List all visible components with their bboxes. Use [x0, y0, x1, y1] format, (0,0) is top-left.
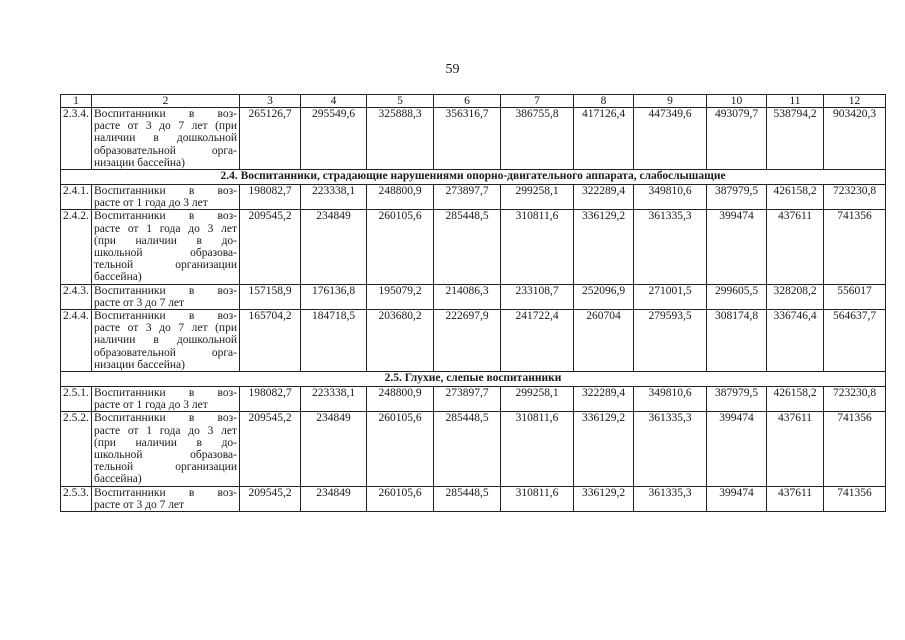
value-cell: 273897,7: [434, 185, 501, 210]
value-cell: 299258,1: [501, 387, 574, 412]
value-cell: 248800,9: [367, 185, 434, 210]
row-code: 2.5.2.: [61, 412, 92, 486]
value-cell: 349810,6: [634, 387, 707, 412]
column-header: 8: [574, 95, 634, 108]
value-cell: 209545,2: [240, 210, 301, 284]
value-cell: 157158,9: [240, 284, 301, 309]
description-line: наличии в дошкольной: [94, 132, 237, 145]
value-cell: 328208,2: [767, 284, 824, 309]
row-description: [92, 108, 240, 170]
value-cell: 299605,5: [707, 284, 767, 309]
value-cell: 336129,2: [574, 412, 634, 486]
row-description: [92, 185, 240, 210]
value-cell: 336746,4: [767, 310, 824, 372]
row-description: [92, 486, 240, 511]
row-code: 2.5.3.: [61, 486, 92, 511]
row-description: [92, 412, 240, 486]
value-cell: 361335,3: [634, 486, 707, 511]
description-line: расте от 3 до 7 лет (при: [94, 322, 237, 335]
row-code: 2.4.2.: [61, 210, 92, 284]
table-body: [61, 95, 886, 512]
value-cell: 741356: [824, 412, 886, 486]
value-cell: 336129,2: [574, 210, 634, 284]
column-header: 6: [434, 95, 501, 108]
value-cell: 399474: [707, 210, 767, 284]
description-line: Воспитанники в воз-: [94, 387, 237, 400]
description-line: Воспитанники в воз-: [94, 310, 237, 323]
value-cell: 165704,2: [240, 310, 301, 372]
description-line: расте от 1 года до 3 лет: [94, 399, 208, 412]
value-cell: 223338,1: [301, 387, 367, 412]
description-line: Воспитанники в воз-: [94, 210, 237, 223]
description-line: бассейна): [94, 271, 142, 284]
description-line: расте от 1 года до 3 лет: [94, 197, 208, 210]
value-cell: 233108,7: [501, 284, 574, 309]
value-cell: 336129,2: [574, 486, 634, 511]
description-line: образовательной орга-: [94, 346, 237, 359]
row-code: 2.4.1.: [61, 185, 92, 210]
table-row: [61, 284, 886, 309]
column-header: 1: [61, 95, 92, 108]
value-cell: 285448,5: [434, 412, 501, 486]
value-cell: 222697,9: [434, 310, 501, 372]
row-code: 2.4.3.: [61, 284, 92, 309]
value-cell: 322289,4: [574, 185, 634, 210]
value-cell: 361335,3: [634, 210, 707, 284]
value-cell: 265126,7: [240, 108, 301, 170]
value-cell: 299258,1: [501, 185, 574, 210]
page-number: 59: [445, 62, 460, 77]
table-row: [61, 108, 886, 170]
description-line: расте от 3 до 7 лет: [94, 296, 185, 309]
value-cell: 214086,3: [434, 284, 501, 309]
value-cell: 198082,7: [240, 387, 301, 412]
value-cell: 322289,4: [574, 387, 634, 412]
column-header: 11: [767, 95, 824, 108]
value-cell: 723230,8: [824, 185, 886, 210]
value-cell: 234849: [301, 210, 367, 284]
column-header: 3: [240, 95, 301, 108]
section-title: 2.4. Воспитанники, страдающие нарушениями опорно-двигательного аппарата, слабослышащие: [61, 170, 886, 185]
column-header: 9: [634, 95, 707, 108]
value-cell: 234849: [301, 412, 367, 486]
value-cell: 399474: [707, 486, 767, 511]
value-cell: 184718,5: [301, 310, 367, 372]
value-cell: 273897,7: [434, 387, 501, 412]
value-cell: 437611: [767, 486, 824, 511]
table-row: [61, 210, 886, 284]
value-cell: 260704: [574, 310, 634, 372]
value-cell: 447349,6: [634, 108, 707, 170]
column-header: 4: [301, 95, 367, 108]
value-cell: 356316,7: [434, 108, 501, 170]
description-line: (при наличии в до-: [94, 436, 237, 449]
description-line: наличии в дошкольной: [94, 334, 237, 347]
value-cell: 325888,3: [367, 108, 434, 170]
value-cell: 387979,5: [707, 387, 767, 412]
row-code: 2.4.4.: [61, 310, 92, 372]
description-line: тельной организации: [94, 259, 237, 272]
section-title: 2.5. Глухие, слепые воспитанники: [61, 372, 886, 387]
value-cell: 241722,4: [501, 310, 574, 372]
value-cell: 252096,9: [574, 284, 634, 309]
description-line: бассейна): [94, 473, 142, 486]
table-row: [61, 185, 886, 210]
description-line: Воспитанники в воз-: [94, 185, 237, 198]
value-cell: 209545,2: [240, 486, 301, 511]
value-cell: 426158,2: [767, 185, 824, 210]
description-line: школьной образова-: [94, 449, 237, 462]
value-cell: 386755,8: [501, 108, 574, 170]
row-code: 2.3.4.: [61, 108, 92, 170]
value-cell: 399474: [707, 412, 767, 486]
value-cell: 556017: [824, 284, 886, 309]
value-cell: 349810,6: [634, 185, 707, 210]
value-cell: 741356: [824, 210, 886, 284]
row-code: 2.5.1.: [61, 387, 92, 412]
value-cell: 903420,3: [824, 108, 886, 170]
value-cell: 437611: [767, 412, 824, 486]
description-line: Воспитанники в воз-: [94, 284, 237, 297]
value-cell: 564637,7: [824, 310, 886, 372]
value-cell: 176136,8: [301, 284, 367, 309]
section-row: [61, 170, 886, 185]
value-cell: 723230,8: [824, 387, 886, 412]
value-cell: 361335,3: [634, 412, 707, 486]
value-cell: 260105,6: [367, 486, 434, 511]
value-cell: 285448,5: [434, 486, 501, 511]
column-header: 2: [92, 95, 240, 108]
row-description: [92, 387, 240, 412]
description-line: расте от 3 до 7 лет (при: [94, 120, 237, 133]
table-row: [61, 412, 886, 486]
value-cell: 493079,7: [707, 108, 767, 170]
value-cell: 310811,6: [501, 412, 574, 486]
column-header: 5: [367, 95, 434, 108]
table-row: [61, 486, 886, 511]
value-cell: 198082,7: [240, 185, 301, 210]
description-line: низации бассейна): [94, 156, 185, 169]
description-line: (при наличии в до-: [94, 234, 237, 247]
value-cell: 538794,2: [767, 108, 824, 170]
row-description: [92, 210, 240, 284]
description-line: тельной организации: [94, 461, 237, 474]
value-cell: 234849: [301, 486, 367, 511]
table-row: [61, 387, 886, 412]
value-cell: 285448,5: [434, 210, 501, 284]
description-line: Воспитанники в воз-: [94, 412, 237, 425]
value-cell: 203680,2: [367, 310, 434, 372]
value-cell: 741356: [824, 486, 886, 511]
value-cell: 308174,8: [707, 310, 767, 372]
value-cell: 260105,6: [367, 210, 434, 284]
value-cell: 426158,2: [767, 387, 824, 412]
value-cell: 223338,1: [301, 185, 367, 210]
column-header: 7: [501, 95, 574, 108]
description-line: Воспитанники в воз-: [94, 486, 237, 499]
column-header-row: [61, 95, 886, 108]
value-cell: 295549,6: [301, 108, 367, 170]
table-row: [61, 310, 886, 372]
value-cell: 279593,5: [634, 310, 707, 372]
description-line: образовательной орга-: [94, 144, 237, 157]
value-cell: 437611: [767, 210, 824, 284]
column-header: 10: [707, 95, 767, 108]
value-cell: 310811,6: [501, 486, 574, 511]
value-cell: 260105,6: [367, 412, 434, 486]
value-cell: 271001,5: [634, 284, 707, 309]
row-description: [92, 284, 240, 309]
value-cell: 209545,2: [240, 412, 301, 486]
value-cell: 248800,9: [367, 387, 434, 412]
value-cell: 417126,4: [574, 108, 634, 170]
description-line: Воспитанники в воз-: [94, 108, 237, 120]
value-cell: 387979,5: [707, 185, 767, 210]
row-description: [92, 310, 240, 372]
description-line: расте от 1 года до 3 лет: [94, 424, 237, 437]
description-line: низации бассейна): [94, 358, 185, 371]
description-line: расте от 1 года до 3 лет: [94, 222, 237, 235]
tariff-table: [60, 94, 886, 512]
value-cell: 195079,2: [367, 284, 434, 309]
section-row: [61, 372, 886, 387]
description-line: расте от 3 до 7 лет: [94, 498, 185, 511]
column-header: 12: [824, 95, 886, 108]
description-line: школьной образова-: [94, 247, 237, 260]
value-cell: 310811,6: [501, 210, 574, 284]
